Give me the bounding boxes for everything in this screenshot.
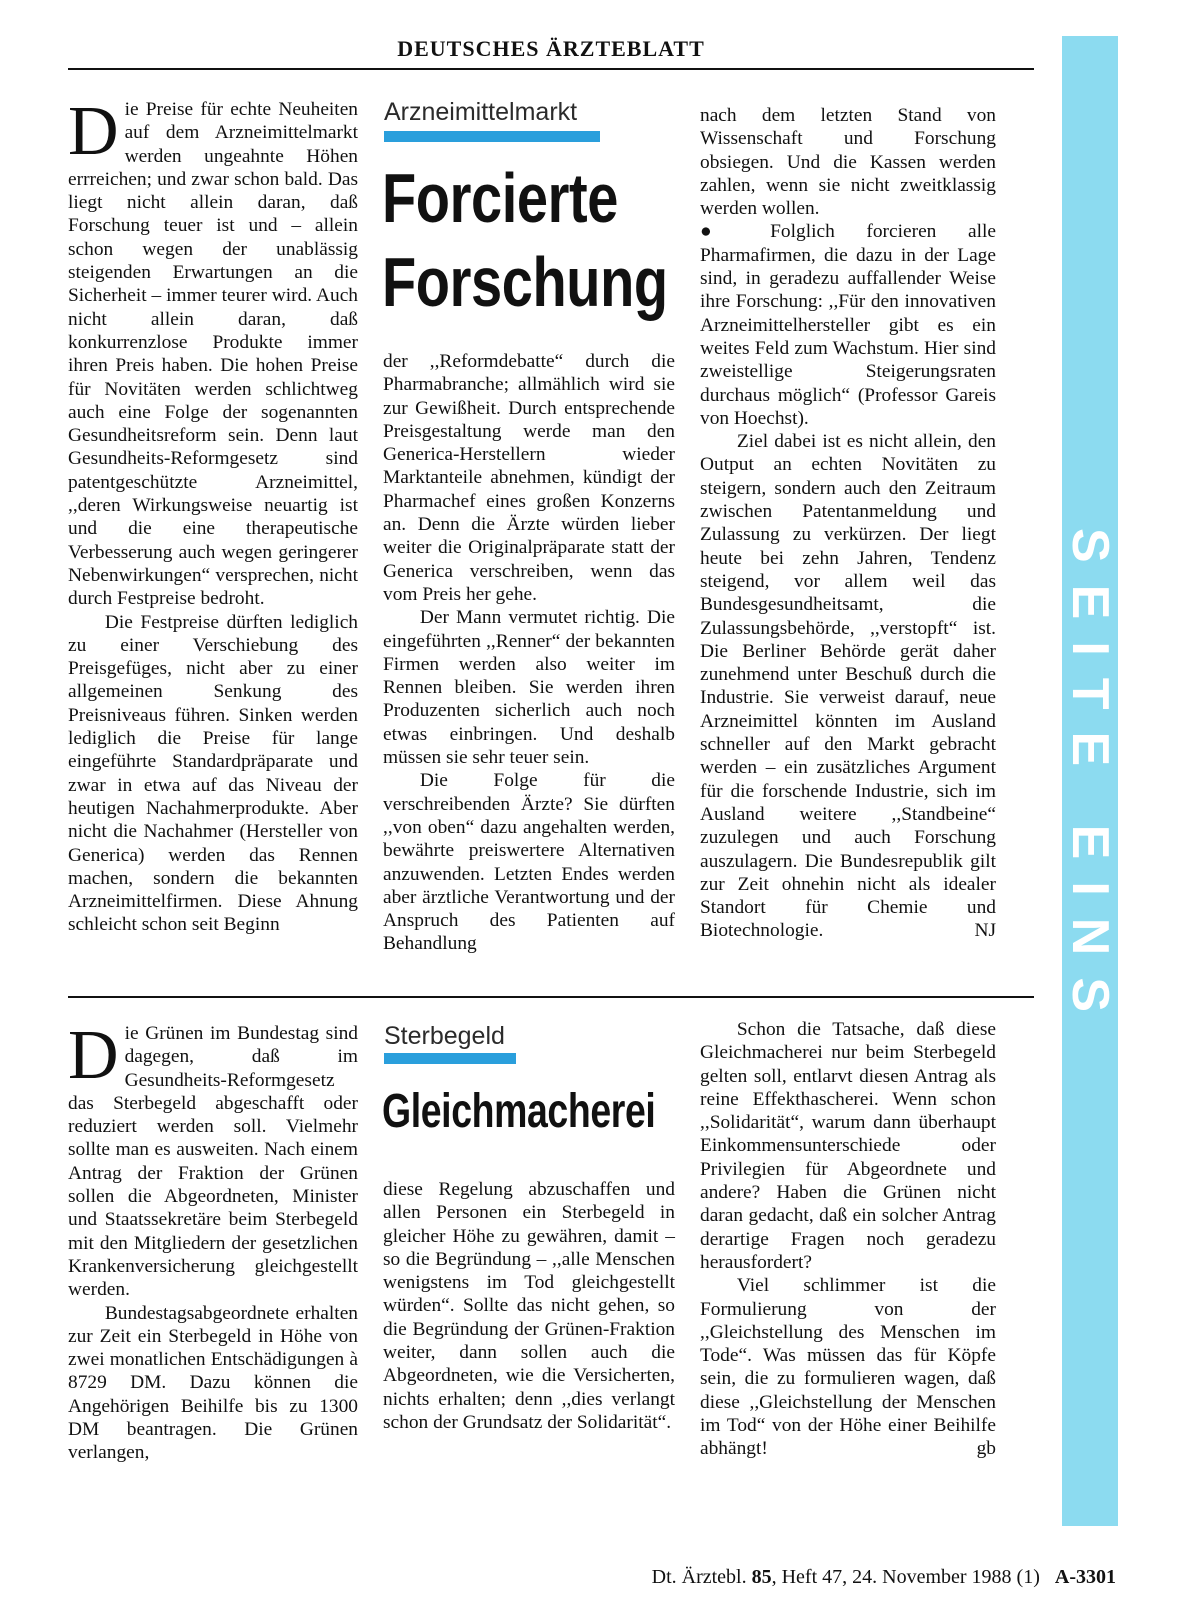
article1-col2-paragraph: der ,,Reformdebatte“ durch die Pharmabranche; allmählich wird sie zur Gewißheit. Durch entsprechende Preisgestaltung werde man den Generica-Herstellern wieder Marktanteile abnehmen, kündigt der Pharmachef eines großen Konzerns an. Denn die Ärzte würden lieber weiter die Originalpräparate statt der Generica verschreiben, wenn das vom Preis her gehe. xyxy=(383,351,675,605)
article2-col3-last-text: Viel schlimmer ist die Formulierung von der ,,Gleichstellung des Menschen im Tode“. Was müssen das für Köpfe sein, die zu formulieren wagen, daß diese ,,Gleichstellung der Menschen im Tod“ von der Höhe einer Beihilfe abhängt! xyxy=(700,1275,996,1460)
section-sidebar-text: SEITE EINS xyxy=(1061,527,1119,1035)
article1-col3-last-text: Ziel dabei ist es nicht allein, den Output an echten Novitäten zu steigern, sondern auch den Zeitraum zwischen Patentanmeldung und Zulassung zu verkürzen. Der liegt heute bei zehn Jahren, Tendenz steigend, vor allem weil das Bundesgesundheitsamt, die Zulassungsbehörde, ,,verstopft“ ist. Die Berliner Behörde gerät daher zunehmend unter Beschuß durch die Industrie. Sie verweist darauf, neue Arzneimittel könnten im Ausland schneller auf den Markt gebracht werden – ein zusätzliches Argument für die forschende Industrie, sich im Ausland weitere ,,Standbeine“ zuzulegen und auch Forschung auszulagern. Die Bundesrepublik gilt zur Zeit ohnehin nicht als idealer Standort für Chemie und Biotechnologie. xyxy=(700,431,996,942)
article2-kicker: Sterbegeld xyxy=(384,1022,505,1050)
article1-headline-line2: Forschung xyxy=(382,243,668,321)
page-footer xyxy=(652,1566,1116,1589)
article1-col3-paragraph xyxy=(700,430,996,943)
article2-accent-bar xyxy=(384,1053,516,1064)
footer-volume: 85 xyxy=(751,1566,772,1588)
article2-column-1 xyxy=(68,1017,358,1465)
bullet-dot-icon: ● xyxy=(700,221,739,243)
article1-kicker: Arzneimittelmarkt xyxy=(384,98,578,126)
article2-col2-paragraph: diese Regelung abzuschaffen und allen Personen ein Sterbegeld in gleicher Höhe zu gewähren, damit – so die Begründung – ,,alle Menschen wenigstens im Tod gleichgestellt würden“. Sollte das nicht gehen, so die Begründung der Grünen-Fraktion weiter, dann sollen auch die Abgeordneten, wie die Versicherten, nichts erhalten; denn ,,dies verlangt schon der Grundsatz der Solidarität“. xyxy=(383,1179,675,1433)
section-sidebar xyxy=(1062,36,1118,1526)
article1-col2-paragraph: Der Mann vermutet richtig. Die eingeführten ,,Renner“ der bekannten Firmen werden also weiter im Rennen bleiben. Sie werden ihren Produzenten sicherlich auch noch etwas einbringen. Und deshalb müssen sie sehr teuer sein. xyxy=(383,607,675,769)
article2-column-3 xyxy=(700,1018,996,1461)
article2-col1-paragraph: Bundestagsabgeordnete erhalten zur Zeit ein Sterbegeld in Höhe von zwei monatlichen Entschädigungen à 8729 DM. Dazu können die Angehörigen Beihilfe bis zu 1300 DM beantragen. Die Grünen verlangen, xyxy=(68,1302,358,1464)
article2-dropcap: D xyxy=(68,1017,119,1094)
article1-col3-bullet-paragraph xyxy=(700,220,996,430)
masthead-title: DEUTSCHES ÄRZTEBLATT xyxy=(397,36,705,61)
article1-dropcap: D xyxy=(68,93,119,170)
article2-col3-paragraph: Schon die Tatsache, daß diese Gleichmacherei nur beim Sterbegeld gelten soll, entlarvt diesen Antrag als reine Effekthascherei. Wenn schon ,,Solidarität“, warum dann überhaupt Einkommensunterschiede oder Privilegien für Abgeordnete und andere? Haben die Grünen nicht daran gedacht, daß ein solcher Antrag derartige Fragen noch geradezu herausfordert? xyxy=(700,1019,996,1273)
article1-signature: NJ xyxy=(974,920,996,942)
article1-col3-bullet-text: Folglich forcieren alle Pharmafirmen, die dazu in der Lage sind, in geradezu auffallender Weise ihre Forschung: ,,Für den innovativen Arzneimittelhersteller gibt es ein weites Feld zum Wachstum. Hier sind zweistellige Steigerungsraten durchaus möglich“ (Professor Gareis von Hoechst). xyxy=(700,221,996,429)
article2-column-2 xyxy=(383,1178,675,1434)
article-divider xyxy=(68,996,1034,998)
article1-col2-paragraph: Die Folge für die verschreibenden Ärzte? Sie dürften ,,von oben“ dazu angehalten werden, bewährte preiswertere Alternativen anzuwenden. Letzten Endes werden aber ärztliche Verantwortung und der Anspruch des Patienten auf Behandlung xyxy=(383,770,675,955)
article1-headline-line1: Forcierte xyxy=(382,159,619,237)
article1-column-3 xyxy=(700,104,996,943)
footer-journal: Dt. Ärztebl. xyxy=(651,1566,747,1588)
article1-column-2 xyxy=(383,350,675,956)
article1-col1-paragraph: ie Preise für echte Neuheiten auf dem Arzneimittelmarkt werden ungeahnte Höhen errreichen; und zwar schon bald. Das liegt nicht allein daran, daß Forschung teuer ist und – allein schon wegen der unablässig steigenden Erwartungen an die Sicherheit – immer teurer wird. Auch nicht allein daran, daß konkurrenzlose Produkte immer ihren Preis haben. Die hohen Preise für Novitäten werden schlichtweg auch eine Folge der sogenannten Gesundheitsreform sein. Denn laut Gesundheits-Reformgesetz sind patentgeschützte Arzneimittel, ,,deren Wirkungsweise neuartig ist und die eine therapeutische Verbesserung auch wegen geringerer Nebenwirkungen“ versprechen, nicht durch Festpreise bedroht. xyxy=(68,99,358,610)
footer-issue: , Heft 47, 24. November 1988 (1) xyxy=(771,1566,1040,1588)
section-sidebar-label xyxy=(1062,36,1118,1526)
masthead xyxy=(68,34,1034,70)
article1-column-1 xyxy=(68,93,358,937)
footer-page-number: A-3301 xyxy=(1054,1566,1116,1588)
article1-col3-paragraph: nach dem letzten Stand von Wissenschaft und Forschung obsiegen. Und die Kassen werden zahlen, wenn sie nicht zweitklassig werden wollen. xyxy=(700,105,996,220)
article2-col3-paragraph xyxy=(700,1274,996,1460)
article1-accent-bar xyxy=(384,131,600,142)
article2-col1-paragraph: ie Grünen im Bundestag sind dagegen, daß im Gesundheits-Reformgesetz das Sterbegeld abgeschafft oder reduziert werden soll. Vielmehr sollte man es ausweiten. Nach einem Antrag der Fraktion der Grünen sollen die Abgeordneten, Minister und Staatssekretäre beim Sterbegeld mit den Mitgliedern der gesetzlichen Krankenversicherung gleichgestellt werden. xyxy=(68,1023,358,1301)
article2-headline: Gleichmacherei xyxy=(382,1085,656,1138)
article1-col1-paragraph: Die Festpreise dürften lediglich zu einer Verschiebung des Preisgefüges, nicht aber zu einer allgemeinen Senkung des Preisniveaus führen. Sinken werden lediglich die Preise für lange eingeführte Standardpräparate und zwar in etwa auf das Niveau der heutigen Nachahmerprodukte. Aber nicht die Nachahmer (Hersteller von Generica) werden das Rennen machen, sondern die bekannten Arzneimittelfirmen. Diese Ahnung schleicht schon seit Beginn xyxy=(68,611,358,936)
article2-signature: gb xyxy=(976,1438,996,1460)
